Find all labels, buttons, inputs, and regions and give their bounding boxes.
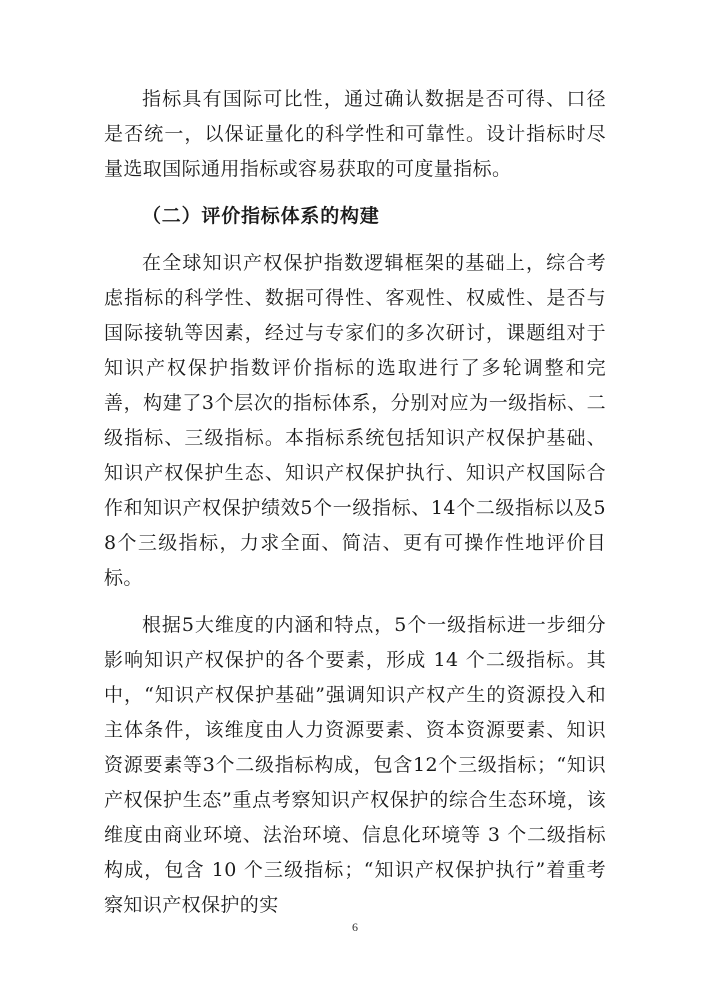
document-body — [104, 82, 606, 935]
section-heading: （二）评价指标体系的构建 — [142, 205, 380, 227]
paragraph-construction: 在全球知识产权保护指数逻辑框架的基础上，综合考虑指标的科学性、数据可得性、客观性、权威性、是否与国际接轨等因素，经过与专家们的多次研讨，课题组对于知识产权保护指数评价指标的选取进行了多轮调整和完善，构建了3个层次的指标体系，分别对应为一级指标、二级指标、三级指标。本指标系统包括知识产权保护基础、知识产权保护生态、知识产权保护执行、知识产权国际合作和知识产权保护绩效5个一级指标、14个二级指标以及58个三级指标，力求全面、简洁、更有可操作性地评价目标。 — [104, 252, 606, 589]
paragraph-dimensions: 根据5大维度的内涵和特点，5个一级指标进一步细分影响知识产权保护的各个要素，形成 14 个二级指标。其中，“知识产权保护基础”强调知识产权产生的资源投入和主体条件，该维度由人力资源要素、资本资源要素、知识资源要素等3个二级指标构成，包含12个三级指标；“知识产权保护生态”重点考察知识产权保护的综合生态环境，该维度由商业环境、法治环境、信息化环境等 3 个二级指标构成，包含 10 个三级指标；“知识产权保护执行”着重考察知识产权保护的实 — [104, 614, 606, 916]
paragraph-continuation: 指标具有国际可比性，通过确认数据是否可得、口径是否统一，以保证量化的科学性和可靠性。设计指标时尽量选取国际通用指标或容易获取的可度量指标。 — [104, 88, 606, 180]
page-number: 6 — [352, 920, 358, 934]
